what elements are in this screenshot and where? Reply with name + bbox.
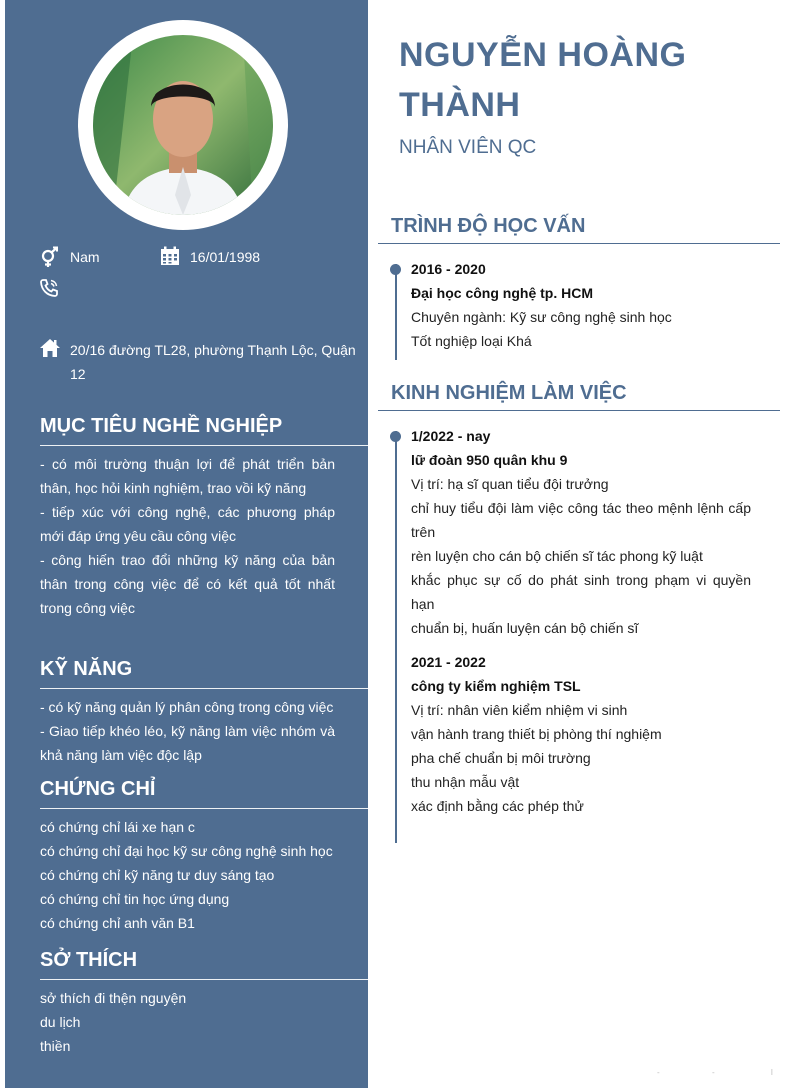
candidate-name-line: THÀNH [399, 86, 521, 124]
education-period: 2016 - 2020 [411, 261, 486, 277]
job-entry [411, 650, 751, 818]
job-detail: xác định bằng các phép thử [411, 798, 584, 814]
job-period: 2021 - 2022 [411, 654, 486, 670]
skill-line: - Giao tiếp khéo léo, kỹ năng làm việc nhóm và khả năng làm việc độc lập [40, 723, 335, 763]
education-school: Đại học công nghệ tp. HCM [411, 285, 593, 301]
job-organization: lữ đoàn 950 quân khu 9 [411, 452, 568, 468]
address-value: 20/16 đường TL28, phường Thạnh Lộc, Quận 12 [70, 342, 356, 382]
job-detail: Vị trí: hạ sĩ quan tiểu đội trưởng [411, 476, 609, 492]
job-detail: chuẩn bị, huấn luyện cán bộ chiến sĩ [411, 620, 639, 636]
hobby-item: thiền [40, 1038, 71, 1054]
career-goal-divider [40, 445, 368, 446]
hobbies-list [40, 986, 335, 1058]
career-goal-line: - tiếp xúc với công nghệ, các phương pháp mới đáp ứng yêu cầu công việc [40, 504, 335, 544]
footer-mark: - [712, 1068, 715, 1077]
gender-value: Nam [70, 249, 100, 265]
education-timeline [395, 264, 397, 360]
job-period: 1/2022 - nay [411, 428, 491, 444]
certificate-item: có chứng chỉ anh văn B1 [40, 915, 195, 931]
education-grade: Tốt nghiệp loại Khá [411, 333, 532, 349]
education-entry [411, 257, 751, 353]
experience-timeline [395, 431, 397, 843]
avatar-photo-icon [93, 35, 273, 215]
avatar [93, 35, 273, 215]
candidate-name-line: NGUYỄN HOÀNG [399, 36, 687, 74]
experience-title: KINH NGHIỆM LÀM VIỆC [391, 382, 627, 404]
skills-text [40, 695, 335, 767]
phone-icon [39, 278, 59, 298]
experience-divider [378, 410, 780, 411]
certificate-item: có chứng chỉ lái xe hạn c [40, 819, 195, 835]
hobby-item: du lịch [40, 1014, 81, 1030]
footer-mark: l [771, 1068, 773, 1077]
job-detail: rèn luyện cho cán bộ chiến sĩ tác phong kỹ luật [411, 548, 703, 564]
home-icon [39, 338, 61, 358]
skills-title: KỸ NĂNG [40, 658, 133, 680]
education-major: Chuyên ngành: Kỹ sư công nghệ sinh học [411, 309, 672, 325]
job-title: NHÂN VIÊN QC [399, 137, 537, 158]
job-organization: công ty kiểm nghiệm TSL [411, 678, 581, 694]
certificate-item: có chứng chỉ tin học ứng dụng [40, 891, 230, 907]
job-detail: vận hành trang thiết bị phòng thí nghiệm [411, 726, 662, 742]
certificate-item: có chứng chỉ đại học kỹ sư công nghệ sinh học [40, 843, 333, 859]
job-detail: chỉ huy tiểu đội làm việc công tác theo mệnh lệnh cấp trên [411, 500, 751, 540]
skill-line: - có kỹ năng quản lý phân công trong công việc [40, 699, 334, 715]
hobbies-divider [40, 979, 368, 980]
career-goal-title: MỤC TIÊU NGHỀ NGHIỆP [40, 415, 283, 437]
certificates-divider [40, 808, 368, 809]
gender-icon [39, 246, 61, 268]
education-title: TRÌNH ĐỘ HỌC VẤN [391, 215, 586, 237]
education-timeline-dot [390, 264, 401, 275]
education-divider [378, 243, 780, 244]
footer-mark: - [657, 1068, 660, 1077]
career-goal-line: - có môi trường thuận lợi để phát triển bản thân, học hỏi kinh nghiệm, trao vồi kỹ năng [40, 456, 335, 496]
certificates-list [40, 815, 360, 935]
avatar-frame [78, 20, 288, 230]
candidate-name [399, 30, 779, 130]
job-detail: Vị trí: nhân viên kiểm nhiệm vi sinh [411, 702, 628, 718]
birthday-value: 16/01/1998 [190, 249, 261, 265]
certificates-title: CHỨNG CHỈ [40, 778, 156, 800]
skills-divider [40, 688, 368, 689]
job-detail: khắc phục sự cố do phát sinh trong phạm vi quyền hạn [411, 572, 751, 612]
job-detail: thu nhận mẫu vật [411, 774, 520, 790]
hobby-item: sở thích đi thện nguyện [40, 990, 187, 1006]
hobbies-title: SỞ THÍCH [40, 949, 138, 971]
experience-timeline-dot [390, 431, 401, 442]
career-goal-line: - công hiến trao đổi những kỹ năng của bản thân trong công việc để có kết quả tốt nhất trong công việc [40, 552, 335, 616]
job-entry [411, 424, 751, 640]
job-detail: pha chế chuẩn bị môi trường [411, 750, 591, 766]
certificate-item: có chứng chỉ kỹ năng tư duy sáng tạo [40, 867, 275, 883]
career-goal-text [40, 452, 335, 620]
calendar-icon [160, 246, 180, 266]
sidebar [5, 0, 368, 1088]
